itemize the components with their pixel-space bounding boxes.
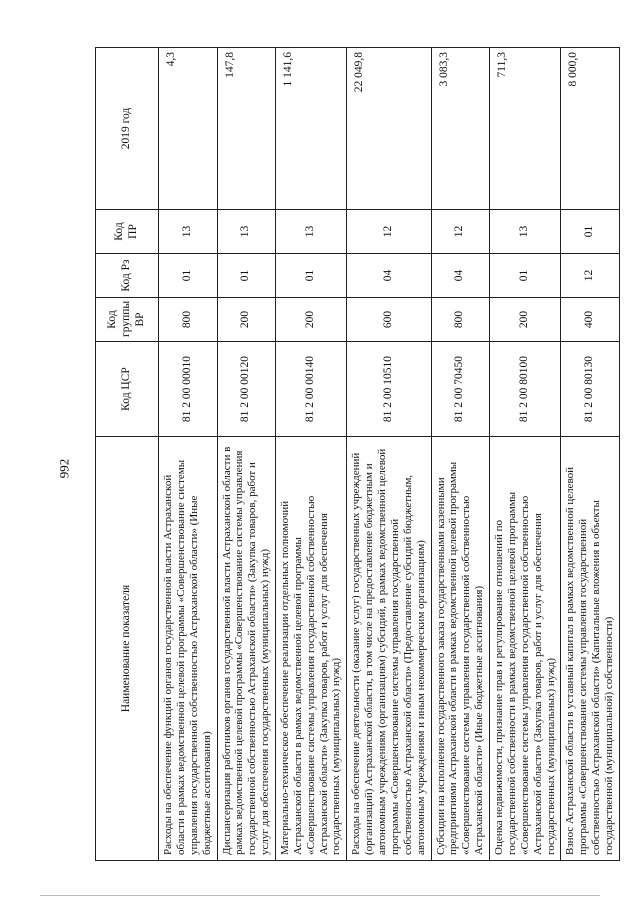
row-rz: 01 [217, 254, 276, 298]
row-csr: 81 2 00 80130 [561, 342, 620, 437]
row-name: Субсидии на исполнение государственного заказа государственными казенными предприятиями Астраханской области в рамках ведомственной целевой программы «Совершенствование системы управления государственной собственностью Астраханской области» (Иные бюджетные ассигнования) [431, 437, 490, 861]
row-vr: 600 [347, 298, 431, 342]
row-vr: 400 [561, 298, 620, 342]
table-row [490, 48, 561, 861]
header-pr: Код ПР [96, 210, 159, 254]
row-pr: 01 [561, 210, 620, 254]
row-vr: 800 [431, 298, 490, 342]
row-vr: 200 [217, 298, 276, 342]
row-name: Расходы на обеспечение функций органов государственной власти Астраханской области в рамках ведомственной целевой программы «Совершенствование системы управления государственной собственностью Астраханской области» (Иные бюджетные ассигнования) [159, 437, 218, 861]
row-pr: 12 [347, 210, 431, 254]
row-rz: 01 [490, 254, 561, 298]
header-year: 2019 год [96, 48, 159, 210]
row-rz: 04 [347, 254, 431, 298]
row-rz: 12 [561, 254, 620, 298]
table-header-row [96, 48, 159, 861]
row-vr: 200 [490, 298, 561, 342]
row-amount: 1 141,6 [276, 48, 347, 210]
row-csr: 81 2 00 00010 [159, 342, 218, 437]
row-rz: 04 [431, 254, 490, 298]
row-name: Материально-техническое обеспечение реализации отдельных полномочий Астраханской области в рамках ведомственной целевой программы «Совершенствование системы управления государственной собственностью Астраханской области» (Закупка товаров, работ и услуг для обеспечения государственных (муниципальных) нужд) [276, 437, 347, 861]
row-vr: 800 [159, 298, 218, 342]
row-pr: 13 [490, 210, 561, 254]
row-pr: 12 [431, 210, 490, 254]
row-amount: 3 083,3 [431, 48, 490, 210]
row-amount: 4,3 [159, 48, 218, 210]
budget-table [95, 47, 620, 861]
table-row [347, 48, 431, 861]
header-csr: Код ЦСР [96, 342, 159, 437]
row-name: Взнос Астраханской области в уставный капитал в рамках ведомственной целевой программы «Совершенствование системы управления государственной собственностью Астраханской области» (Капитальные вложения в объекты государственной (муниципальной) собственности) [561, 437, 620, 861]
table-row [159, 48, 218, 861]
row-pr: 13 [276, 210, 347, 254]
rotated-table-container [95, 48, 620, 861]
row-pr: 13 [217, 210, 276, 254]
page-number: 992 [56, 458, 72, 479]
scan-edge-line [40, 895, 600, 896]
table-row [217, 48, 276, 861]
row-amount: 22 049,8 [347, 48, 431, 210]
row-csr: 81 2 00 00120 [217, 342, 276, 437]
row-name: Диспансеризация работников органов государственной власти Астраханской области в рамках ведомственной целевой программы «Совершенствование системы управления государственной собственностью Астраханской области» (Закупка товаров, работ и услуг для обеспечения государственных (муниципальных) нужд) [217, 437, 276, 861]
table-row [561, 48, 620, 861]
row-amount: 8 000,0 [561, 48, 620, 210]
row-csr: 81 2 00 80100 [490, 342, 561, 437]
header-rz: Код Рз [96, 254, 159, 298]
row-name: Расходы на обеспечение деятельности (оказание услуг) государственных учреждений (организаций) Астраханской области, в том числе на предоставление бюджетным и автономным учреждениям (организациям) субсидий, в рамках ведомственной целевой программы «Совершенствование системы управления государственной собственностью Астраханской области» (Предоставление субсидий бюджетным, автономным учреждениям и иным некоммерческим организациям) [347, 437, 431, 861]
row-pr: 13 [159, 210, 218, 254]
row-csr: 81 2 00 00140 [276, 342, 347, 437]
table-row [276, 48, 347, 861]
row-rz: 01 [159, 254, 218, 298]
row-amount: 147,8 [217, 48, 276, 210]
header-name: Наименование показателя [96, 437, 159, 861]
table-row [431, 48, 490, 861]
row-csr: 81 2 00 70450 [431, 342, 490, 437]
header-vr: Код группы ВР [96, 298, 159, 342]
row-csr: 81 2 00 10510 [347, 342, 431, 437]
row-name: Оценка недвижимости, признание прав и регулирование отношений по государственной собственности в рамках ведомственной целевой программы «Совершенствование системы управления государственной собственностью Астраханской области» (Закупка товаров, работ и услуг для обеспечения государственных (муниципальных) нужд) [490, 437, 561, 861]
row-amount: 711,3 [490, 48, 561, 210]
row-vr: 200 [276, 298, 347, 342]
row-rz: 01 [276, 254, 347, 298]
